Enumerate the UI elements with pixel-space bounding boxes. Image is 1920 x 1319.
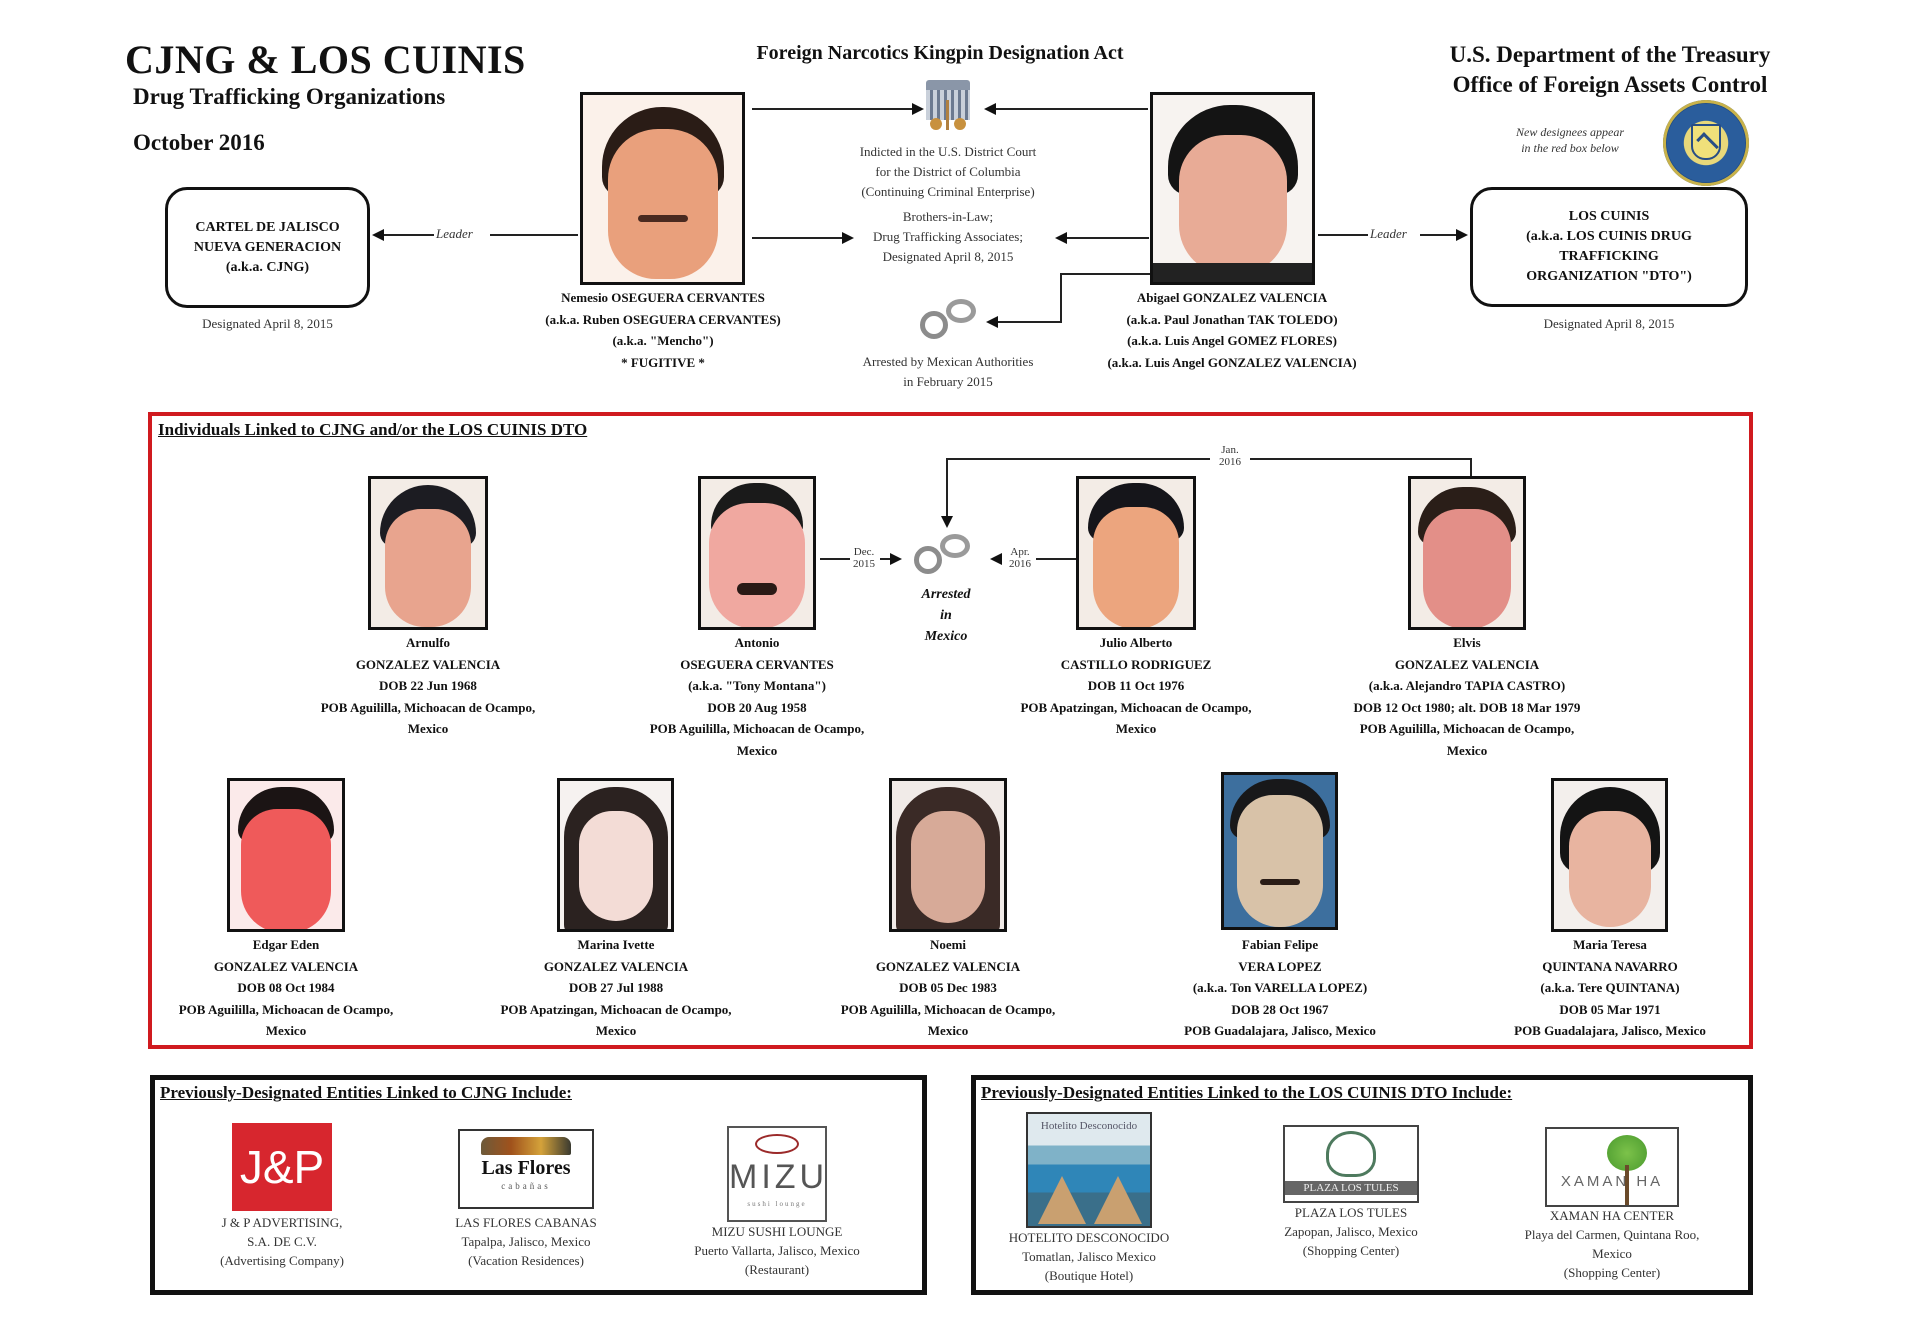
org-line: (a.k.a. LOS CUINIS DRUG bbox=[1526, 229, 1692, 244]
arrow-left-icon bbox=[986, 316, 998, 328]
connector-line bbox=[998, 321, 1062, 323]
caption-line: GONZALEZ VALENCIA bbox=[355, 656, 501, 672]
person-caption-arnulfo bbox=[278, 632, 578, 740]
note-line: Brothers-in-Law; bbox=[902, 209, 994, 224]
connector-line bbox=[1318, 234, 1368, 236]
person-caption-fabian bbox=[1130, 934, 1430, 1042]
caption-line: POB Guadalajara, Jalisco, Mexico bbox=[1184, 1023, 1376, 1038]
org-line: CARTEL DE JALISCO bbox=[195, 219, 340, 235]
person-caption-marina bbox=[466, 934, 766, 1042]
logo-text: Las Flores bbox=[481, 1157, 571, 1179]
leader-label: Leader bbox=[1370, 226, 1407, 241]
abigael-caption bbox=[1102, 287, 1362, 373]
arrow-right-icon bbox=[890, 553, 902, 565]
person-caption-maria-teresa bbox=[1460, 934, 1760, 1042]
label-line: Dec. bbox=[853, 546, 875, 558]
connector-line bbox=[1250, 458, 1472, 460]
los-cuinis-entities-heading: Previously-Designated Entities Linked to the LOS CUINIS DTO Include: bbox=[981, 1083, 1513, 1102]
entity-caption-plaza-los-tules bbox=[1241, 1203, 1461, 1260]
caption-line: QUINTANA NAVARRO bbox=[1542, 958, 1678, 974]
arrow-left-icon bbox=[372, 229, 384, 241]
entity-caption-xaman-ha bbox=[1502, 1206, 1722, 1282]
caption-line: (a.k.a. Alejandro TAPIA CASTRO) bbox=[1368, 678, 1566, 693]
label-line: 2016 bbox=[1009, 558, 1031, 570]
entity-caption-jp bbox=[172, 1213, 392, 1270]
connector-line bbox=[880, 558, 890, 560]
caption-line: POB Aguililla, Michoacan de Ocampo, bbox=[320, 699, 536, 715]
logo-subtext: cabañas bbox=[501, 1181, 551, 1191]
connector-line bbox=[384, 234, 434, 236]
label-line: 2015 bbox=[853, 558, 875, 570]
logo-text: Hotelito Desconocido bbox=[1040, 1120, 1138, 1132]
connector-line bbox=[1060, 273, 1062, 323]
entity-line: MIZU SUSHI LOUNGE bbox=[711, 1224, 843, 1239]
caption-line: Mexico bbox=[736, 742, 778, 758]
mizu-logo bbox=[727, 1126, 827, 1222]
handcuffs-icon bbox=[914, 532, 974, 580]
caption-line: POB Apatzingan, Michoacan de Ocampo, bbox=[1020, 699, 1252, 715]
caption-line: Mexico bbox=[407, 721, 449, 736]
los-cuinis-org-box bbox=[1470, 187, 1748, 307]
connector-line bbox=[1420, 234, 1456, 236]
caption-line: Arnulfo bbox=[405, 635, 451, 650]
connector-line bbox=[490, 234, 578, 236]
handcuffs-icon bbox=[920, 297, 980, 345]
caption-line: VERA LOPEZ bbox=[1238, 958, 1322, 974]
caption-line: Marina Ivette bbox=[577, 937, 655, 952]
connector-line bbox=[820, 558, 850, 560]
arrow-right-icon bbox=[1456, 229, 1468, 241]
jp-advertising-logo bbox=[232, 1123, 332, 1211]
note-line: for the District of Columbia bbox=[875, 164, 1021, 179]
caption-line: Antonio bbox=[734, 635, 780, 650]
person-photo-noemi bbox=[889, 778, 1007, 932]
caption-line: DOB 12 Oct 1980; alt. DOB 18 Mar 1979 bbox=[1353, 699, 1581, 715]
entity-line: LAS FLORES CABANAS bbox=[455, 1215, 597, 1230]
caption-line: POB Aguililla, Michoacan de Ocampo, bbox=[840, 1001, 1056, 1017]
note-line: Indicted in the U.S. District Court bbox=[859, 144, 1037, 159]
caption-line: OSEGUERA CERVANTES bbox=[680, 656, 834, 672]
entity-line: S.A. DE C.V. bbox=[247, 1234, 317, 1249]
person-photo-fabian bbox=[1221, 772, 1338, 930]
chart-title: CJNG & LOS CUINIS bbox=[125, 37, 526, 82]
caption-line: (a.k.a. Paul Jonathan TAK TOLEDO) bbox=[1126, 311, 1338, 327]
connector-line bbox=[1470, 458, 1472, 476]
caption-line: Fabian Felipe bbox=[1241, 937, 1319, 952]
connector-line bbox=[946, 458, 1210, 460]
caption-line: GONZALEZ VALENCIA bbox=[213, 958, 359, 974]
entity-caption-las-flores bbox=[416, 1213, 636, 1270]
entity-line: (Vacation Residences) bbox=[468, 1253, 584, 1268]
caption-line: Mexico bbox=[595, 1023, 637, 1038]
caption-line: Julio Alberto bbox=[1099, 635, 1173, 650]
note-line-1: New designees appear bbox=[1516, 125, 1624, 139]
note-line: in February 2015 bbox=[903, 374, 993, 389]
caption-line: DOB 22 Jun 1968 bbox=[379, 678, 477, 693]
entity-line: HOTELITO DESCONOCIDO bbox=[1008, 1230, 1170, 1245]
chart-date: October 2016 bbox=[133, 130, 265, 155]
agency-line-1: U.S. Department of the Treasury bbox=[1449, 42, 1771, 67]
arrow-left-icon bbox=[990, 553, 1002, 565]
connector-line bbox=[946, 458, 948, 518]
connector-line bbox=[996, 108, 1148, 110]
person-caption-elvis bbox=[1317, 632, 1617, 761]
caption-line: (a.k.a. Luis Angel GONZALEZ VALENCIA) bbox=[1107, 354, 1357, 370]
caption-line: (a.k.a. Tere QUINTANA) bbox=[1540, 980, 1680, 995]
caption-line: (a.k.a. Ton VARELLA LOPEZ) bbox=[1192, 980, 1368, 995]
apr-2016-label bbox=[1004, 546, 1036, 570]
arrested-note bbox=[818, 352, 1078, 392]
org-line: ORGANIZATION "DTO") bbox=[1526, 269, 1692, 284]
caption-line: POB Guadalajara, Jalisco, Mexico bbox=[1514, 1023, 1706, 1038]
indicted-note bbox=[818, 142, 1078, 202]
nemesio-caption bbox=[533, 287, 793, 373]
courthouse-icon bbox=[922, 80, 974, 138]
arrested-in-mexico-note bbox=[906, 584, 986, 647]
cjng-entities-heading: Previously-Designated Entities Linked to CJNG Include: bbox=[160, 1083, 572, 1102]
note-line: Arrested bbox=[921, 587, 971, 602]
abigael-photo bbox=[1150, 92, 1315, 285]
caption-line: DOB 27 Jul 1988 bbox=[568, 980, 664, 995]
entity-line: Tapalpa, Jalisco, Mexico bbox=[461, 1234, 591, 1249]
caption-line: Elvis bbox=[1453, 635, 1481, 650]
entity-line: (Restaurant) bbox=[744, 1262, 810, 1277]
caption-line: Mexico bbox=[1446, 742, 1488, 758]
person-photo-arnulfo bbox=[368, 476, 488, 630]
agency-line-2: Office of Foreign Assets Control bbox=[1452, 72, 1768, 97]
caption-line: DOB 11 Oct 1976 bbox=[1087, 678, 1185, 693]
note-line: Designated April 8, 2015 bbox=[882, 249, 1014, 264]
org-line: LOS CUINIS bbox=[1568, 209, 1650, 224]
caption-line: POB Aguililla, Michoacan de Ocampo, bbox=[649, 721, 865, 736]
caption-line: Maria Teresa bbox=[1573, 937, 1647, 952]
person-photo-elvis bbox=[1408, 476, 1526, 630]
note-line: Mexico bbox=[924, 629, 968, 644]
entity-caption-mizu bbox=[667, 1222, 887, 1279]
los-cuinis-designated: Designated April 8, 2015 bbox=[1543, 316, 1675, 331]
org-line: TRAFFICKING bbox=[1559, 249, 1659, 264]
label-line: Apr. bbox=[1010, 546, 1030, 558]
agency-heading bbox=[1410, 40, 1810, 100]
entity-line: J & P ADVERTISING, bbox=[221, 1215, 343, 1230]
entity-line: XAMAN HA CENTER bbox=[1549, 1208, 1675, 1223]
caption-line: DOB 05 Dec 1983 bbox=[899, 980, 997, 995]
entity-line: (Advertising Company) bbox=[220, 1253, 344, 1268]
connector-line bbox=[1067, 237, 1149, 239]
person-photo-edgar bbox=[227, 778, 345, 932]
caption-line: (a.k.a. "Tony Montana") bbox=[688, 678, 826, 693]
caption-line: CASTILLO RODRIGUEZ bbox=[1060, 656, 1212, 672]
nemesio-photo bbox=[580, 92, 745, 285]
individuals-heading: Individuals Linked to CJNG and/or the LOS CUINIS DTO bbox=[158, 420, 588, 439]
person-photo-maria-teresa bbox=[1551, 778, 1668, 932]
chart-subtitle: Drug Trafficking Organizations bbox=[133, 84, 446, 109]
logo-text: PLAZA LOS TULES bbox=[1285, 1181, 1417, 1195]
caption-line: DOB 05 Mar 1971 bbox=[1559, 1001, 1661, 1017]
entity-line: (Shopping Center) bbox=[1302, 1243, 1400, 1258]
entity-line: PLAZA LOS TULES bbox=[1294, 1205, 1408, 1220]
caption-line: Mexico bbox=[265, 1023, 307, 1038]
cjng-designated: Designated April 8, 2015 bbox=[202, 316, 333, 331]
caption-line: Nemesio OSEGUERA CERVANTES bbox=[561, 290, 765, 305]
caption-line: DOB 08 Oct 1984 bbox=[237, 980, 335, 995]
arrow-down-icon bbox=[941, 516, 953, 528]
label-line: Jan. bbox=[1221, 444, 1239, 456]
caption-line: * FUGITIVE * bbox=[621, 354, 705, 370]
caption-line: POB Aguililla, Michoacan de Ocampo, bbox=[178, 1001, 394, 1017]
arrow-left-icon bbox=[1055, 232, 1067, 244]
arrow-left-icon bbox=[984, 103, 996, 115]
entity-line: Puerto Vallarta, Jalisco, Mexico bbox=[694, 1243, 860, 1258]
entity-line: Tomatlan, Jalisco Mexico bbox=[1022, 1249, 1156, 1264]
entity-line: (Shopping Center) bbox=[1563, 1265, 1661, 1280]
connector-line bbox=[1036, 558, 1076, 560]
org-line: NUEVA GENERACION bbox=[193, 239, 342, 255]
caption-line: Mexico bbox=[927, 1023, 969, 1038]
person-caption-julio bbox=[986, 632, 1286, 740]
caption-line: GONZALEZ VALENCIA bbox=[875, 958, 1021, 974]
caption-line: GONZALEZ VALENCIA bbox=[543, 958, 689, 974]
caption-line: (a.k.a. "Mencho") bbox=[612, 333, 714, 348]
entity-line: Playa del Carmen, Quintana Roo, bbox=[1524, 1227, 1700, 1242]
caption-line: DOB 20 Aug 1958 bbox=[707, 699, 807, 715]
person-photo-marina bbox=[557, 778, 674, 932]
cjng-org-box bbox=[165, 187, 370, 308]
new-designees-note bbox=[1480, 124, 1660, 156]
caption-line: (a.k.a. Luis Angel GOMEZ FLORES) bbox=[1127, 333, 1337, 348]
person-photo-antonio bbox=[698, 476, 816, 630]
person-caption-noemi bbox=[798, 934, 1098, 1042]
connector-line bbox=[752, 108, 912, 110]
caption-line: Noemi bbox=[929, 937, 967, 952]
caption-line: DOB 28 Oct 1967 bbox=[1231, 1001, 1329, 1017]
caption-line: (a.k.a. Ruben OSEGUERA CERVANTES) bbox=[545, 311, 781, 327]
entity-caption-hotelito bbox=[979, 1228, 1199, 1285]
label-line: 2016 bbox=[1219, 456, 1241, 468]
connector-line bbox=[752, 237, 842, 239]
caption-line: Mexico bbox=[1115, 721, 1157, 736]
entity-line: Zapopan, Jalisco, Mexico bbox=[1284, 1224, 1418, 1239]
logo-text: J&P bbox=[239, 1141, 325, 1193]
jan-2016-label bbox=[1210, 444, 1250, 468]
note-line: Arrested by Mexican Authorities bbox=[862, 354, 1034, 369]
caption-line: GONZALEZ VALENCIA bbox=[1394, 656, 1540, 672]
logo-text: MIZU bbox=[729, 1158, 829, 1196]
caption-line: POB Apatzingan, Michoacan de Ocampo, bbox=[500, 1001, 732, 1017]
plaza-los-tules-logo bbox=[1283, 1125, 1419, 1203]
note-line: (Continuing Criminal Enterprise) bbox=[861, 184, 1035, 199]
caption-line: POB Aguililla, Michoacan de Ocampo, bbox=[1359, 721, 1575, 736]
xaman-ha-logo bbox=[1545, 1127, 1679, 1207]
relationship-note bbox=[840, 207, 1056, 267]
person-caption-antonio bbox=[607, 632, 907, 761]
logo-text: XAMAN HA bbox=[1560, 1173, 1664, 1190]
note-line: Drug Trafficking Associates; bbox=[873, 229, 1023, 244]
note-line-2: in the red box below bbox=[1521, 141, 1619, 155]
act-heading: Foreign Narcotics Kingpin Designation Act bbox=[756, 42, 1124, 64]
note-line: in bbox=[940, 608, 952, 623]
caption-line: Edgar Eden bbox=[252, 937, 320, 952]
caption-line: Abigael GONZALEZ VALENCIA bbox=[1136, 290, 1328, 305]
entity-line: Mexico bbox=[1592, 1246, 1632, 1261]
leader-label: Leader bbox=[436, 226, 473, 241]
connector-line bbox=[1060, 273, 1150, 275]
treasury-seal-icon bbox=[1663, 100, 1749, 186]
person-caption-edgar bbox=[136, 934, 436, 1042]
hotelito-desconocido-logo bbox=[1026, 1112, 1152, 1228]
logo-subtext: sushi lounge bbox=[747, 1200, 807, 1208]
dec-2015-label bbox=[848, 546, 880, 570]
person-photo-julio bbox=[1076, 476, 1196, 630]
las-flores-logo bbox=[458, 1129, 594, 1209]
entity-line: (Boutique Hotel) bbox=[1044, 1268, 1134, 1283]
org-line: (a.k.a. CJNG) bbox=[225, 259, 310, 275]
